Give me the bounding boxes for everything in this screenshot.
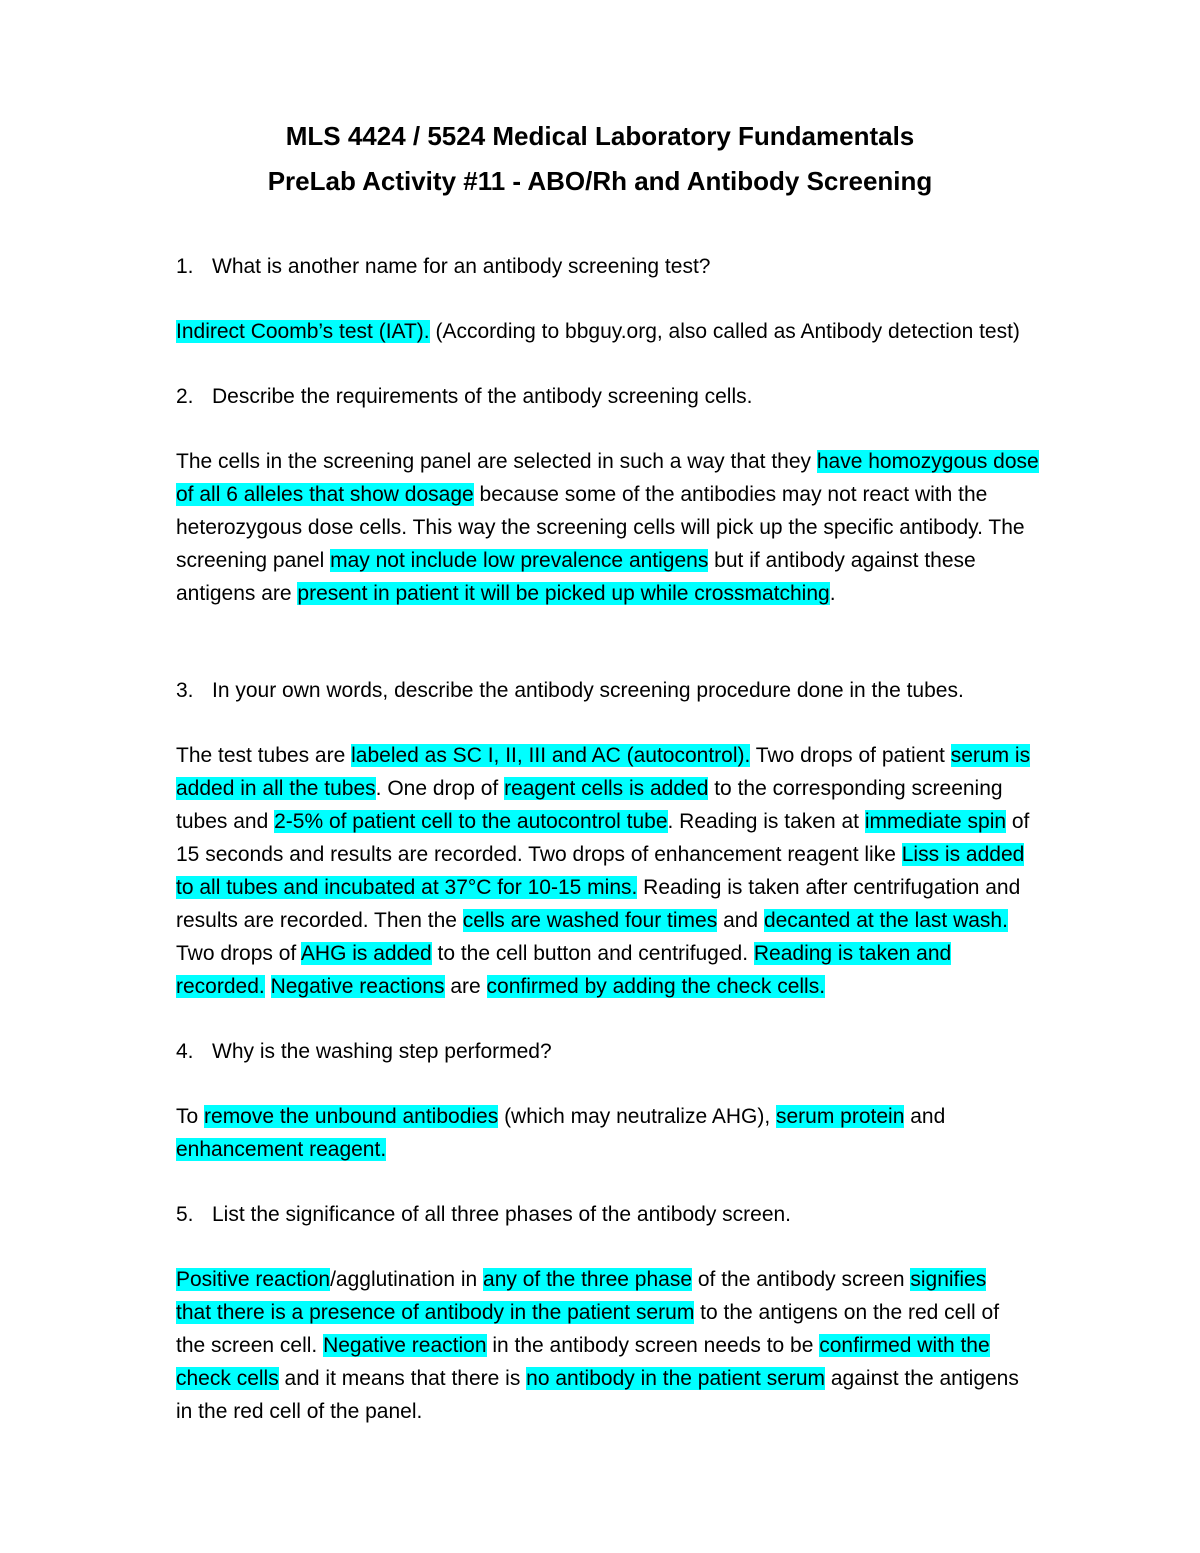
answer-text: and	[717, 909, 764, 932]
answer-text: tubes and	[176, 810, 275, 833]
question-list	[176, 250, 1076, 1428]
answer-text: in the antibody screen needs to be	[486, 1334, 820, 1357]
highlighted-text: AHG is added	[300, 942, 432, 965]
answer-text: To	[176, 1105, 205, 1128]
answer-text: of the antibody screen	[692, 1268, 911, 1291]
highlighted-text: labeled as SC I, II, III and AC (autocontrol).	[351, 744, 751, 767]
answer-line	[176, 544, 1076, 577]
spacer	[176, 1231, 1076, 1263]
spacer	[176, 1068, 1076, 1100]
highlighted-text: may not include low prevalence antigens	[330, 549, 709, 572]
answer-text: .	[829, 582, 836, 605]
answer-text: against the antigens	[825, 1367, 1019, 1390]
answer-text: (which may neutralize AHG),	[498, 1105, 776, 1128]
question-text: What is another name for an antibody screening test?	[212, 255, 711, 278]
highlighted-text: reagent cells is added	[504, 777, 709, 800]
answer-line	[176, 315, 1076, 348]
answer-text: but if antibody against these	[708, 549, 976, 572]
answer-text: . One drop of	[375, 777, 505, 800]
answer-line	[176, 1395, 1076, 1428]
answer-5	[176, 1263, 1076, 1428]
title-course-line: MLS 4424 / 5524 Medical Laboratory Fundamentals	[285, 121, 915, 151]
question-number: 2.	[176, 385, 194, 408]
answer-line	[176, 1329, 1076, 1362]
question-text: In your own words, describe the antibody screening procedure done in the tubes.	[212, 679, 964, 702]
answer-text: because some of the antibodies may not react with the	[473, 483, 988, 506]
question-3	[176, 674, 1076, 707]
answer-text: . Reading is taken at	[667, 810, 865, 833]
answer-line	[176, 1263, 1076, 1296]
highlighted-text: confirmed by adding the check cells.	[486, 975, 826, 998]
highlighted-text: Liss is added	[901, 843, 1025, 866]
answer-4	[176, 1100, 1076, 1166]
question-text: Describe the requirements of the antibody screening cells.	[212, 385, 753, 408]
answer-line	[176, 445, 1076, 478]
answer-line	[176, 511, 1076, 544]
answer-line	[176, 970, 1076, 1003]
answer-text: to the antigens on the red cell of	[694, 1301, 1000, 1324]
answer-text: (According to bbguy.org, also called as Antibody detection test)	[429, 320, 1020, 343]
answer-3	[176, 739, 1076, 1003]
question-4	[176, 1035, 1076, 1068]
spacer	[176, 348, 1076, 380]
highlighted-text: remove the unbound antibodies	[204, 1105, 499, 1128]
highlighted-text: no antibody in the patient serum	[526, 1367, 826, 1390]
highlighted-text: check cells	[176, 1367, 279, 1390]
highlighted-text: have homozygous dose	[816, 450, 1039, 473]
question-number: 1.	[176, 255, 194, 278]
answer-text: in the red cell of the panel.	[176, 1400, 423, 1423]
document-title	[0, 114, 1200, 204]
answer-line	[176, 871, 1076, 904]
answer-line	[176, 739, 1076, 772]
answer-text: to the cell button and centrifuged.	[431, 942, 754, 965]
answer-text: results are recorded. Then the	[176, 909, 463, 932]
highlighted-text: confirmed with the	[819, 1334, 990, 1357]
answer-line	[176, 1296, 1076, 1329]
answer-line	[176, 805, 1076, 838]
answer-text: the screen cell.	[176, 1334, 324, 1357]
highlighted-text: Negative reaction	[323, 1334, 487, 1357]
answer-line	[176, 1362, 1076, 1395]
answer-text: heterozygous dose cells. This way the screening cells will pick up the specific antibody. The	[176, 516, 1025, 539]
spacer	[176, 1166, 1076, 1198]
answer-text: The test tubes are	[176, 744, 352, 767]
answer-text: The cells in the screening panel are selected in such a way that they	[176, 450, 817, 473]
answer-text: Reading is taken after centrifugation and	[637, 876, 1021, 899]
answer-1	[176, 315, 1076, 348]
answer-line	[176, 838, 1076, 871]
question-text: List the significance of all three phases of the antibody screen.	[212, 1203, 792, 1226]
question-1	[176, 250, 1076, 283]
highlighted-text: cells are washed four times	[462, 909, 718, 932]
answer-line	[176, 904, 1076, 937]
highlighted-text: added in all the tubes	[176, 777, 376, 800]
highlighted-text: enhancement reagent.	[176, 1138, 387, 1161]
highlighted-text: present in patient it will be picked up while crossmatching	[297, 582, 830, 605]
highlighted-text: 2-5% of patient cell to the autocontrol tube	[274, 810, 668, 833]
question-5	[176, 1198, 1076, 1231]
spacer	[176, 610, 1076, 674]
spacer	[176, 1003, 1076, 1035]
answer-text: to the corresponding screening	[708, 777, 1003, 800]
answer-text: 15 seconds and results are recorded. Two drops of enhancement reagent like	[176, 843, 902, 866]
highlighted-text: serum protein	[776, 1105, 905, 1128]
question-text: Why is the washing step performed?	[212, 1040, 552, 1063]
answer-2	[176, 445, 1076, 610]
highlighted-text: Reading is taken and	[753, 942, 952, 965]
answer-line	[176, 577, 1076, 610]
answer-text: of	[1006, 810, 1030, 833]
question-number: 3.	[176, 679, 194, 702]
question-number: 4.	[176, 1040, 194, 1063]
answer-text: /agglutination in	[330, 1268, 484, 1291]
answer-line	[176, 478, 1076, 511]
spacer	[176, 413, 1076, 445]
spacer	[176, 283, 1076, 315]
highlighted-text: any of the three phase	[483, 1268, 693, 1291]
highlighted-text: serum is	[950, 744, 1031, 767]
highlighted-text: recorded.	[176, 975, 265, 998]
highlighted-text: Indirect Coomb’s test (IAT).	[176, 320, 430, 343]
answer-line	[176, 1133, 1076, 1166]
question-2	[176, 380, 1076, 413]
title-activity-line: PreLab Activity #11 - ABO/Rh and Antibody Screening	[267, 166, 933, 196]
highlighted-text: that there is a presence of antibody in the patient serum	[176, 1301, 695, 1324]
highlighted-text: decanted at the last wash.	[763, 909, 1008, 932]
highlighted-text: to all tubes and incubated at 37°C for 10-15 mins.	[176, 876, 638, 899]
question-number: 5.	[176, 1203, 194, 1226]
answer-line	[176, 1100, 1076, 1133]
highlighted-text: of all 6 alleles that show dosage	[176, 483, 474, 506]
answer-line	[176, 772, 1076, 805]
answer-text: screening panel	[176, 549, 331, 572]
answer-text: are	[444, 975, 487, 998]
highlighted-text: Negative reactions	[270, 975, 445, 998]
highlighted-text: immediate spin	[864, 810, 1007, 833]
answer-text: antigens are	[176, 582, 298, 605]
answer-text: and it means that there is	[278, 1367, 527, 1390]
highlighted-text: signifies	[910, 1268, 987, 1291]
answer-text: Two drops of	[176, 942, 301, 965]
answer-text: and	[904, 1105, 946, 1128]
answer-text	[265, 975, 271, 998]
spacer	[176, 707, 1076, 739]
highlighted-text: Positive reaction	[176, 1268, 331, 1291]
answer-line	[176, 937, 1076, 970]
answer-text: Two drops of patient	[750, 744, 951, 767]
